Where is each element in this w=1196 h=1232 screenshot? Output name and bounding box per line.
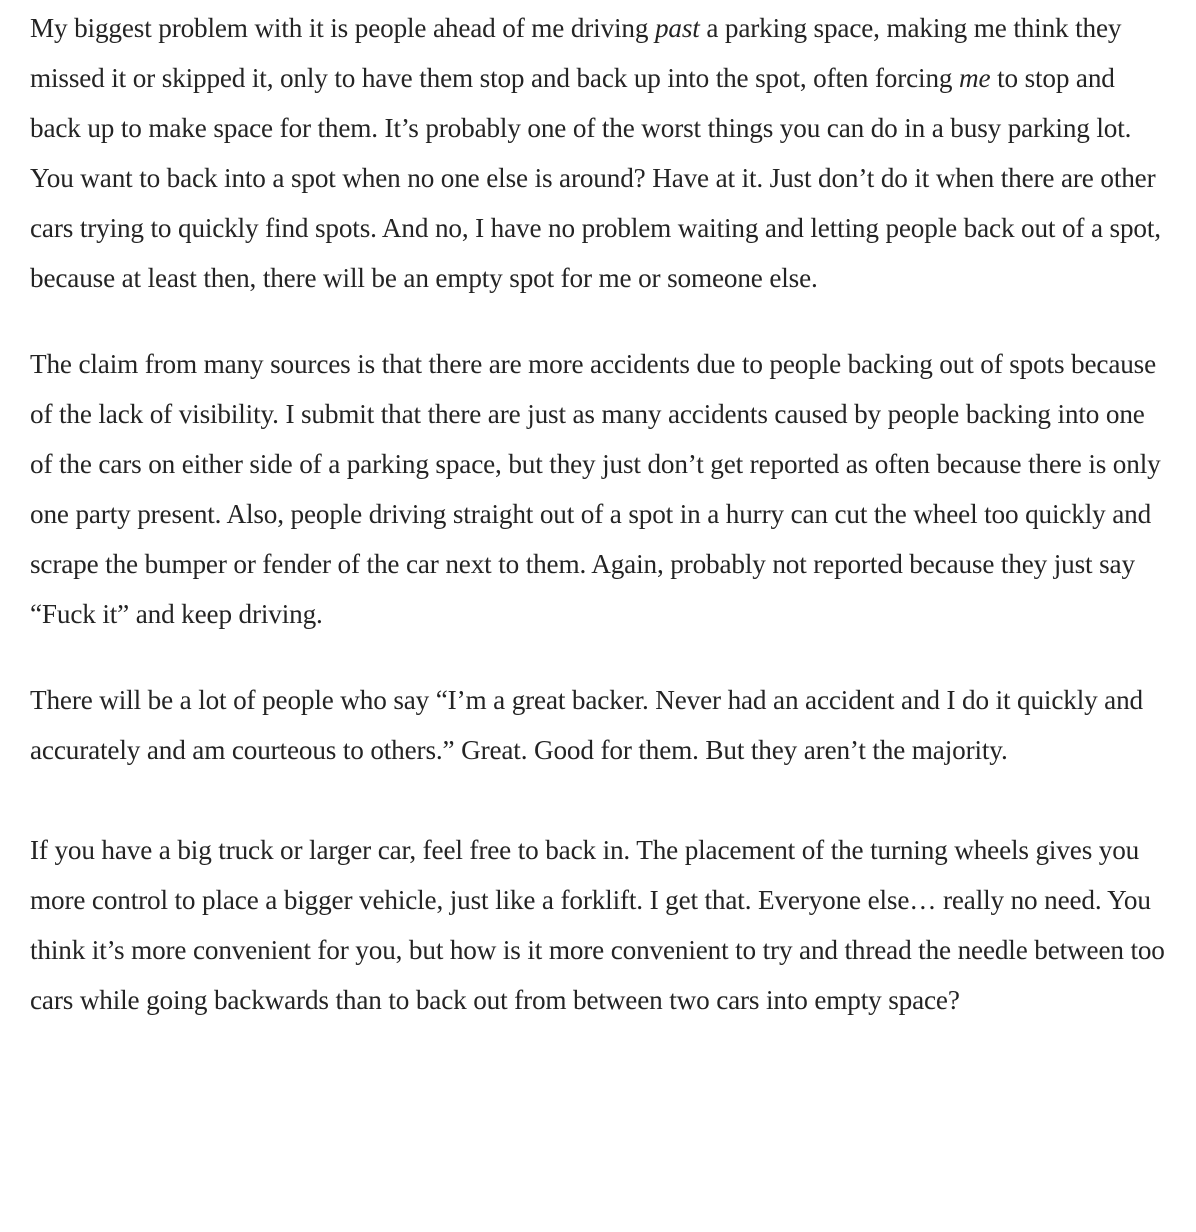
paragraph-1-text-b: a parking space, making me think they missed it or skipped it, only to have them stop and back up into the spot, often forcing — [30, 13, 1122, 93]
emphasis-past: past — [654, 13, 700, 43]
paragraph-1-text-c: to stop and back up to make space for them. It’s probably one of the worst things you can do in a busy parking lot. You want to back into a spot when no one else is around? Have at it. Just don’t do it when there are other cars trying to quickly find spots. And no, I have no problem waiting and letting people back out of a spot, because at least then, there will be an empty spot for me or someone else. — [30, 63, 1161, 293]
paragraph-1-text-a: My biggest problem with it is people ahead of me driving — [30, 13, 655, 43]
paragraph-4: If you have a big truck or larger car, feel free to back in. The placement of the turning wheels gives you more control to place a bigger vehicle, just like a forklift. I get that. Everyone else… really no need. You think it’s more convenient for you, but how is it more convenient to try and thread the needle between too cars while going backwards than to back out from between two cars into empty space? — [30, 835, 1165, 1015]
paragraph-1 — [30, 3, 1170, 303]
paragraph-2: The claim from many sources is that there are more accidents due to people backing out of spots because of the lack of visibility. I submit that there are just as many accidents caused by people backing into one of the cars on either side of a parking space, but they just don’t get reported as often because there is only one party present. Also, people driving straight out of a spot in a hurry can cut the wheel too quickly and scrape the bumper or fender of the car next to them. Again, probably not reported because they just say “Fuck it” and keep driving. — [30, 349, 1161, 629]
paragraph-3: There will be a lot of people who say “I’m a great backer. Never had an accident and I do it quickly and accurately and am courteous to others.” Great. Good for them. But they aren’t the majority. — [30, 685, 1143, 765]
article-body — [30, 3, 1170, 1061]
emphasis-me: me — [959, 63, 991, 93]
